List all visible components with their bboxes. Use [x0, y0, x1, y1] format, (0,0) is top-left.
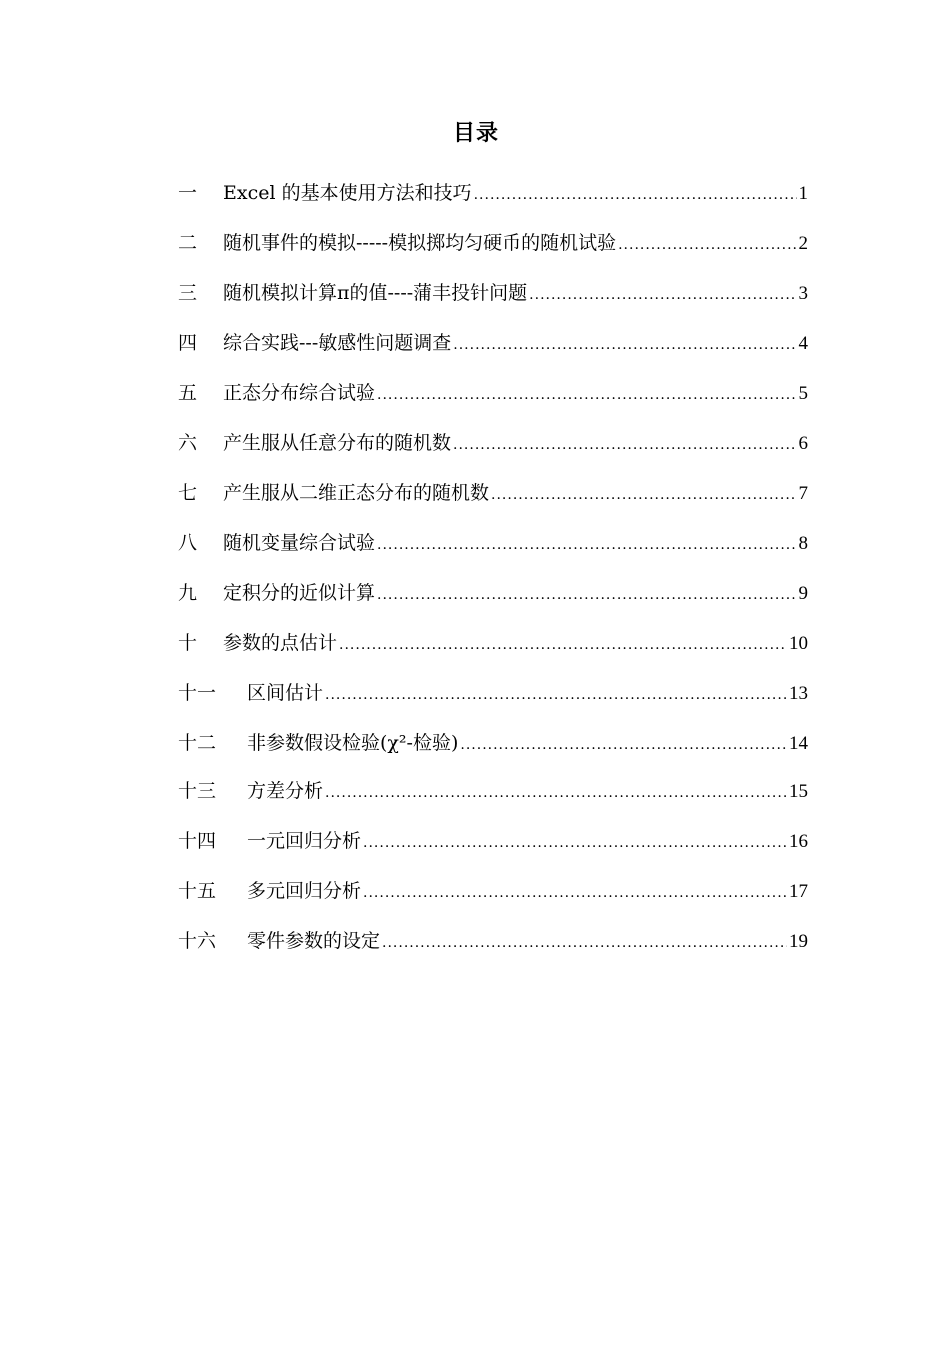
toc-leader-dots	[460, 737, 787, 753]
toc-entry-page: 8	[798, 533, 808, 554]
toc-entry-title: 定积分的近似计算	[223, 582, 376, 604]
toc-entry-page: 4	[798, 333, 808, 354]
toc-leader-dots	[377, 537, 796, 553]
toc-entry-page: 1	[798, 183, 808, 204]
toc-leader-dots	[453, 337, 796, 353]
toc-entry-title: 综合实践---敏感性问题调查	[223, 332, 452, 354]
toc-leader-dots	[377, 387, 796, 403]
toc-entry-number: 一	[178, 182, 198, 204]
toc-leader-dots	[339, 637, 787, 653]
toc-leader-dots	[377, 587, 796, 603]
toc-entry[interactable]	[178, 926, 808, 976]
toc-entry-page: 17	[789, 881, 808, 902]
toc-entry-page: 7	[798, 483, 808, 504]
toc-entry-title: 产生服从二维正态分布的随机数	[223, 482, 490, 504]
toc-leader-dots	[529, 287, 796, 303]
toc-entry-number: 八	[178, 532, 198, 554]
toc-entry-title: 区间估计	[247, 682, 324, 704]
toc-entry[interactable]	[178, 826, 808, 876]
toc-entry[interactable]	[178, 478, 808, 528]
toc-entry-number: 十二	[178, 732, 217, 754]
toc-entry-number: 十六	[178, 930, 217, 952]
toc-entry-title: 随机变量综合试验	[223, 532, 376, 554]
toc-entry-title: Excel 的基本使用方法和技巧	[223, 182, 472, 204]
toc-entry-title: 参数的点估计	[223, 632, 338, 654]
toc-entry[interactable]	[178, 278, 808, 328]
toc-entry-number: 四	[178, 332, 198, 354]
toc-leader-dots	[363, 835, 787, 851]
toc-entry[interactable]	[178, 378, 808, 428]
toc-entry-title: 非参数假设检验(χ²-检验)	[247, 732, 459, 754]
toc-leader-dots	[325, 785, 787, 801]
toc-entry-page: 6	[798, 433, 808, 454]
toc-title: 目录	[452, 120, 499, 146]
toc-entry-page: 14	[789, 733, 808, 754]
toc-leader-dots	[491, 487, 796, 503]
toc-entry-title: 一元回归分析	[247, 830, 362, 852]
toc-entry-number: 十	[178, 632, 198, 654]
toc-list	[178, 178, 808, 976]
toc-leader-dots	[325, 687, 787, 703]
toc-entry-page: 2	[798, 233, 808, 254]
toc-entry-number: 十三	[178, 780, 217, 802]
toc-entry-title: 随机事件的模拟-----模拟掷均匀硬币的随机试验	[223, 232, 617, 254]
toc-entry-number: 十一	[178, 682, 217, 704]
toc-entry-number: 七	[178, 482, 198, 504]
toc-entry[interactable]	[178, 628, 808, 678]
toc-entry-number: 十五	[178, 880, 217, 902]
toc-entry[interactable]	[178, 678, 808, 728]
toc-entry-number: 三	[178, 282, 198, 304]
toc-entry-number: 五	[178, 382, 198, 404]
toc-entry-page: 9	[798, 583, 808, 604]
toc-leader-dots	[474, 187, 797, 203]
toc-leader-dots	[453, 437, 796, 453]
toc-leader-dots	[363, 885, 787, 901]
toc-entry-title: 多元回归分析	[247, 880, 362, 902]
toc-entry[interactable]	[178, 776, 808, 826]
toc-entry[interactable]	[178, 578, 808, 628]
toc-entry-number: 六	[178, 432, 198, 454]
toc-entry-page: 16	[789, 831, 808, 852]
toc-entry-page: 3	[798, 283, 808, 304]
toc-entry[interactable]	[178, 876, 808, 926]
toc-entry-number: 二	[178, 232, 198, 254]
toc-entry[interactable]	[178, 178, 808, 228]
toc-entry[interactable]	[178, 728, 808, 776]
toc-entry-title: 零件参数的设定	[247, 930, 381, 952]
toc-entry-title: 正态分布综合试验	[223, 382, 376, 404]
toc-entry-title: 方差分析	[247, 780, 324, 802]
toc-entry-title: 产生服从任意分布的随机数	[223, 432, 452, 454]
toc-entry[interactable]	[178, 528, 808, 578]
toc-entry-page: 5	[798, 383, 808, 404]
toc-entry-number: 十四	[178, 830, 217, 852]
toc-entry-page: 19	[789, 931, 808, 952]
toc-leader-dots	[382, 935, 787, 951]
toc-entry[interactable]	[178, 228, 808, 278]
toc-entry[interactable]	[178, 328, 808, 378]
toc-entry[interactable]	[178, 428, 808, 478]
toc-entry-title: 随机模拟计算π的值----蒲丰投针问题	[223, 282, 528, 304]
toc-entry-page: 10	[789, 633, 808, 654]
toc-entry-page: 13	[789, 683, 808, 704]
toc-leader-dots	[618, 237, 796, 253]
toc-entry-page: 15	[789, 781, 808, 802]
toc-entry-number: 九	[178, 582, 198, 604]
